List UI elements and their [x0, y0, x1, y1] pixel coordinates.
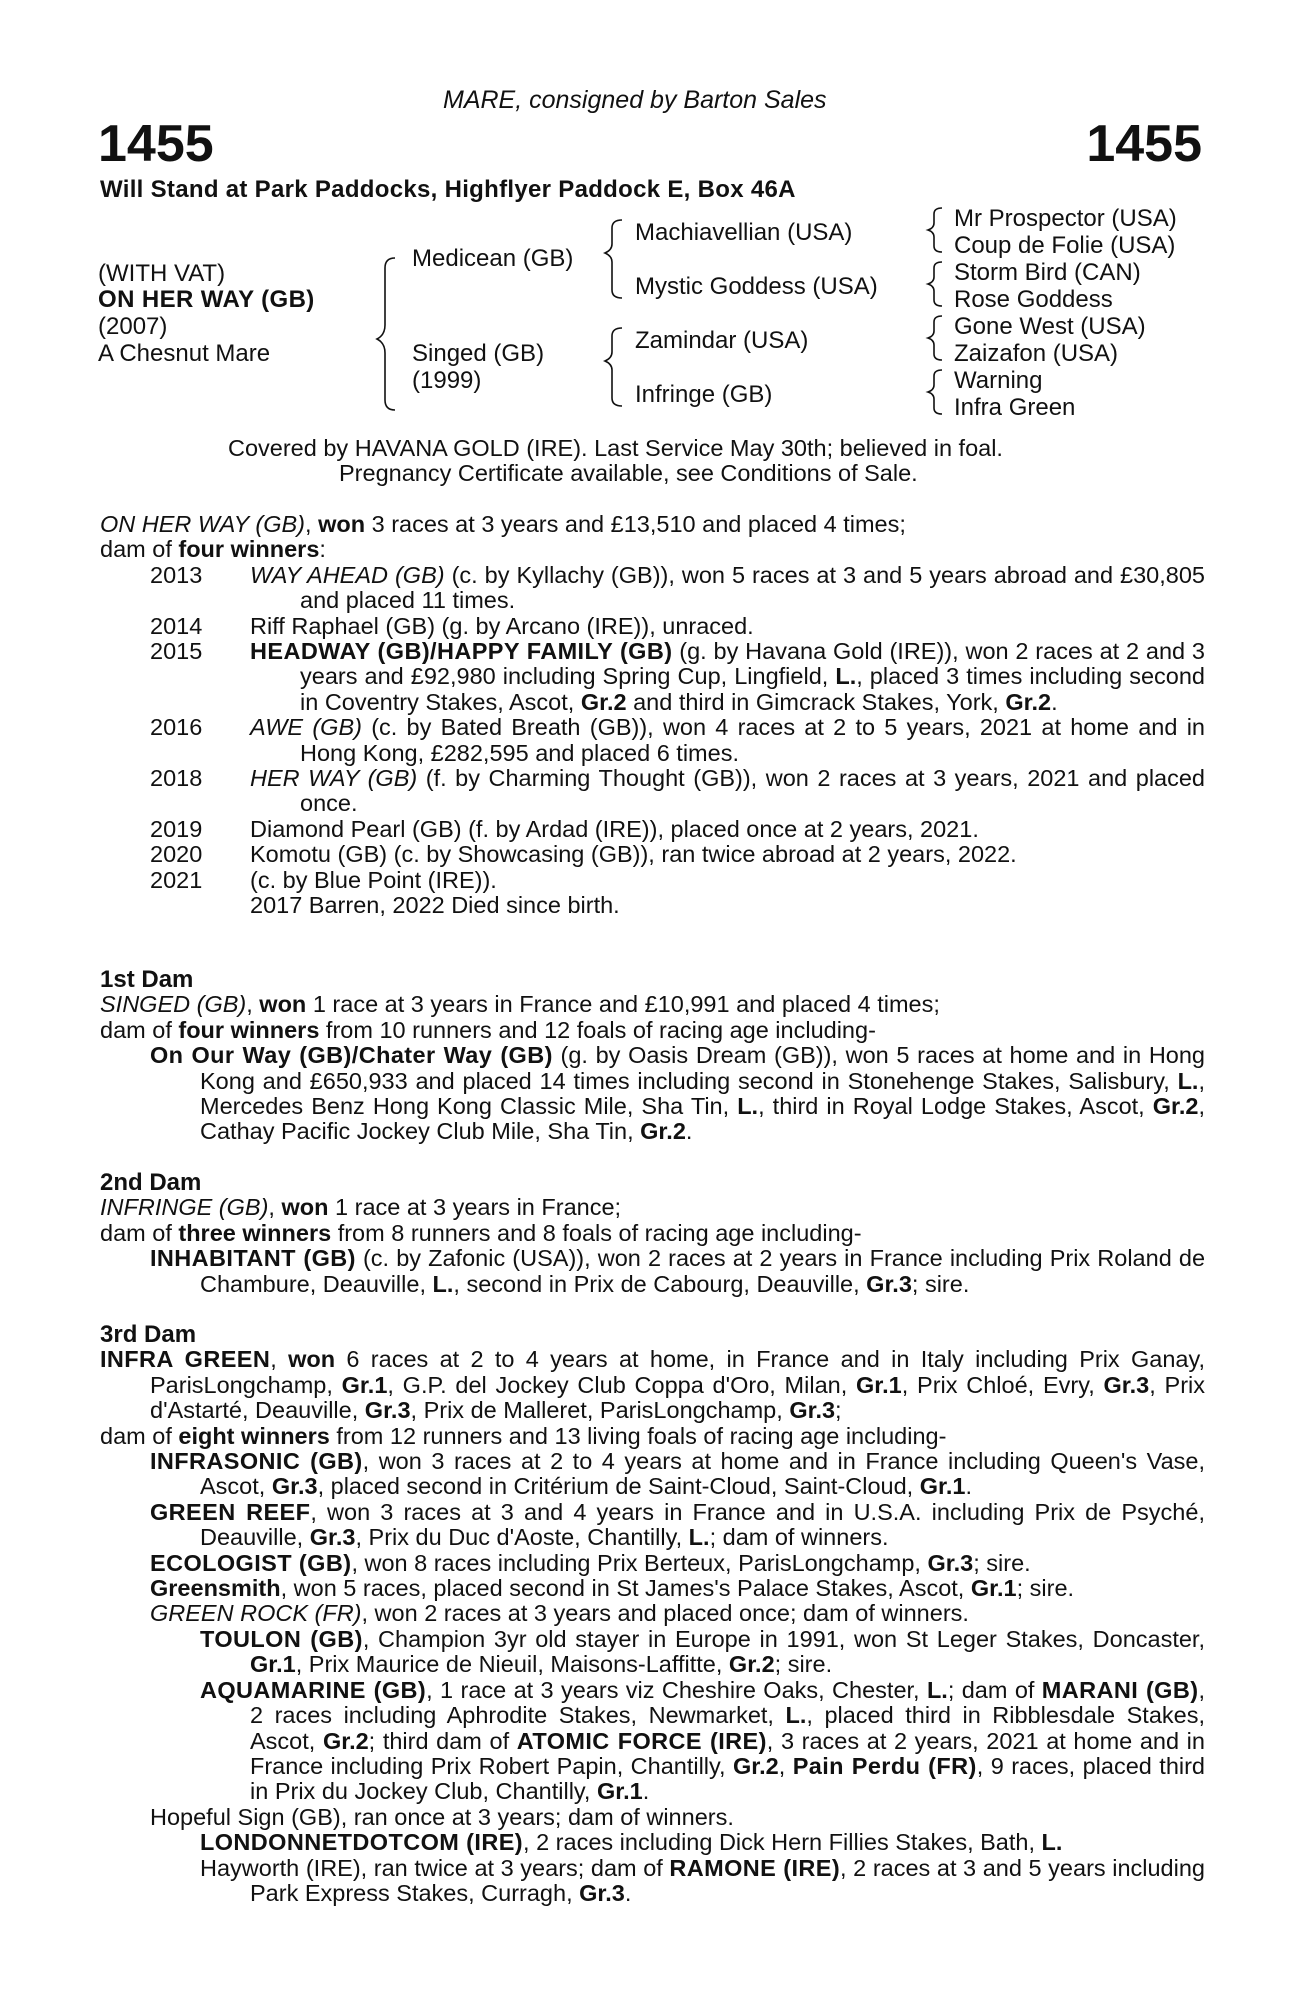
dam-sire: Zamindar (USA): [635, 327, 809, 354]
produce-text: [250, 614, 1205, 639]
produce-detail: (c. by Kyllachy (GB)), won 5 races at 3 and 5 years abroad and £30,805 and placed 11 times.: [300, 561, 1205, 614]
race-grade: Gr.1: [250, 1651, 296, 1678]
third-dam-dam-of: dam of: [100, 1422, 172, 1449]
third-dam-entry-10: [100, 1856, 1205, 1907]
third-dam-entry-9: [100, 1830, 1205, 1855]
entry-8-text: Hopeful Sign (GB), ran once at 3 years; dam of winners.: [150, 1803, 734, 1830]
third-dam-summary: INFRA GREEN, won 6 races at 2 to 4 years at home, in France and in Italy including Prix Ganay, ParisLongchamp, Gr.1, G.P. del Jockey Club Coppa d'Oro, Milan, Gr.1, Prix Chloé, Evry, Gr.3, Prix d'Astarté, Deauville, Gr.3, Prix de Malleret, ParisLongchamp, Gr.3;: [100, 1346, 1206, 1424]
first-dam-tail: from 10 runners and 12 foals of racing age including-: [325, 1016, 876, 1043]
intro-won: won: [318, 511, 366, 537]
produce-row: [100, 842, 1205, 867]
produce-year: 2015: [150, 638, 203, 665]
entry-9-name: LONDONNETDOTCOM (IRE): [200, 1829, 524, 1856]
third-dam-entry-7: [100, 1678, 1205, 1805]
race-grade: Gr.3: [364, 1397, 411, 1424]
produce-row: [100, 817, 1205, 842]
first-dam-entry-name: On Our Way (GB)/Chater Way (GB): [150, 1042, 553, 1069]
race-grade: L.: [1177, 1067, 1199, 1094]
sire-sire: Machiavellian (USA): [635, 219, 853, 246]
produce-row: [100, 614, 1205, 639]
entry-10-text-a: Hayworth (IRE), ran twice at 3 years; dam of: [200, 1854, 670, 1881]
second-dam-entry-name: INHABITANT (GB): [150, 1245, 356, 1272]
second-dam-winners: three winners: [178, 1219, 332, 1246]
produce-text: [250, 893, 1205, 918]
dsd: Zaizafon (USA): [954, 340, 1119, 367]
venue-line: Will Stand at Park Paddocks, Highflyer Paddock E, Box 46A: [100, 176, 796, 203]
ssd: Coup de Folie (USA): [954, 232, 1176, 259]
produce-name: Riff Raphael (GB): [250, 612, 436, 639]
first-dam-name: SINGED (GB): [100, 991, 247, 1018]
produce-row: [100, 563, 1205, 614]
consignor-line: MARE, consigned by Barton Sales: [443, 86, 827, 114]
lot-number-left: 1455: [98, 115, 214, 173]
produce-name: HEADWAY (GB)/HAPPY FAMILY (GB): [250, 638, 673, 665]
produce-detail: (g. by Arcano (IRE)), unraced.: [435, 612, 754, 639]
third-dam-entry-6: [100, 1627, 1205, 1678]
entry-7-name: AQUAMARINE (GB): [200, 1676, 427, 1703]
race-grade: Gr.3: [579, 1879, 625, 1906]
produce-year: 2018: [150, 765, 203, 792]
entry-7-text-b: , 2 races including Aphrodite Stakes, Newmarket, L., placed third in Ribblesdale Stakes, Ascot, Gr.2; third dam of: [250, 1676, 1205, 1754]
race-grade: L.: [926, 1676, 948, 1703]
third-dam-tail: from 12 runners and 13 living foals of racing age including-: [336, 1422, 947, 1449]
entry-5-text: , won 2 races at 3 years and placed once; dam of winners.: [361, 1600, 969, 1627]
second-dam-tail: from 8 runners and 8 foals of racing age including-: [337, 1219, 862, 1246]
produce-list: [100, 563, 1205, 919]
race-grade: L.: [1041, 1829, 1063, 1856]
produce-detail: (f. by Ardad (IRE)), placed once at 2 years, 2021.: [461, 815, 979, 842]
produce-row: [100, 715, 1205, 766]
race-grade: L.: [835, 663, 857, 690]
third-dam-entry-3: [100, 1551, 1205, 1576]
produce-detail: (c. by Blue Point (IRE)).: [250, 866, 497, 893]
entry-7-name-2: MARANI (GB): [1041, 1676, 1199, 1703]
race-grade: Gr.2: [1005, 688, 1052, 715]
produce-section: ON HER WAY (GB), won 3 races at 3 years and £13,510 and placed 4 times; dam of four winners: 2013 WAY AHEAD (GB) (c. by Kyllachy (GB)), won 5 races at 3 and 5 years abroad and £30,805 and placed 11 times. 2014 Riff Raphael (GB) (g. by Arcano (IRE)), unraced. 2015 HEADWAY (GB)/HAPPY FAMILY (GB) (g. by Havana Gold (IRE)), won 2 races at 2 and 3 years and £92,980 including Spring Cup, Lingfield, L., placed 3 times including second in Coventry Stakes, Ascot, Gr.2 and third in Gimcrack Stakes, York, Gr.2. 2016 AWE (GB) (c. by Bated Breath (GB)), won 4 races at 2 to 5 years, 2021 at home and in Hong Kong, £282,595 and placed 6 times. 2018 HER WAY (GB) (f. by Charming Thought (GB)), won 2 races at 3 years, 2021 and placed once. 2019 Diamond Pearl (GB) (f. by Ardad (IRE)), placed once at 2 years, 2021. 2020 Komotu (GB) (c. by Showcasing (GB)), ran twice abroad at 2 years, 2022. 2021 (c. by Blue Point (IRE)). 2017 Barren, 2022 Died since birth.: [100, 511, 1205, 919]
race-grade: Gr.3: [927, 1549, 974, 1576]
entry-6-text: , Champion 3yr old stayer in Europe in 1991, won St Leger Stakes, Doncaster, Gr.1, Prix Maurice de Nieuil, Maisons-Laffitte, Gr.2; sire.: [250, 1625, 1205, 1678]
produce-detail: (g. by Havana Gold (IRE)), won 2 races at 2 and 3 years and £92,980 including Spring Cup, Lingfield, L., placed 3 times including second in Coventry Stakes, Ascot, Gr.2 and third in Gimcrack Stakes, York, Gr.2.: [300, 638, 1205, 715]
intro-colon: :: [319, 536, 326, 563]
entry-7-text-d: , 9 races, placed third in Prix du Jockey Club, Chantilly, Gr.1.: [250, 1752, 1205, 1805]
produce-row: [100, 893, 1205, 918]
horse-description: A Chesnut Mare: [98, 340, 271, 367]
intro-winners: four winners: [178, 536, 320, 563]
race-grade: L.: [737, 1093, 759, 1120]
second-dam-section: 2nd Dam INFRINGE (GB), won 1 race at 3 years in France; dam of three winners from 8 runners and 8 foals of racing age including- INHABITANT (GB) (c. by Zafonic (USA)), won 2 races at 2 years in France including Prix Roland de Chambure, Deauville, L., second in Prix de Cabourg, Deauville, Gr.3; sire.: [100, 1169, 1206, 1297]
race-grade: L.: [785, 1702, 807, 1729]
produce-row: [100, 766, 1205, 817]
second-dam-rest: 1 race at 3 years in France;: [335, 1194, 622, 1221]
produce-text: [250, 715, 1205, 766]
race-grade: L.: [688, 1524, 710, 1551]
produce-year: 2016: [150, 714, 203, 741]
produce-year: 2020: [150, 841, 203, 868]
second-dam-name: INFRINGE (GB): [100, 1194, 269, 1221]
produce-text: [250, 639, 1205, 715]
horse-name: ON HER WAY (GB): [98, 286, 315, 313]
entry-5-name: GREEN ROCK (FR): [150, 1600, 362, 1627]
intro-rest: 3 races at 3 years and £13,510 and placed 4 times;: [371, 511, 906, 537]
produce-name: WAY AHEAD (GB): [250, 561, 445, 588]
sire: Medicean (GB): [412, 245, 574, 272]
produce-text: [250, 842, 1205, 867]
first-dam-entry: [100, 1043, 1205, 1145]
race-grade: Gr.3: [789, 1397, 836, 1424]
second-dam-won: won: [281, 1194, 329, 1221]
dam: Singed (GB): [412, 340, 545, 367]
first-dam-dam-of: dam of: [100, 1016, 172, 1043]
produce-year: 2019: [150, 815, 203, 842]
third-dam-section: [100, 1322, 1205, 1906]
produce-name: HER WAY (GB): [250, 765, 418, 792]
entry-2-text: , won 3 races at 3 and 4 years in France and in U.S.A. including Prix de Psyché, Deauville, Gr.3, Prix du Duc d'Aoste, Chantilly, L.; dam of winners.: [200, 1498, 1205, 1551]
second-dam-dam-of: dam of: [100, 1219, 172, 1246]
third-dam-won: won: [288, 1346, 336, 1373]
entry-9-text: , 2 races including Dick Hern Fillies Stakes, Bath, L.: [523, 1829, 1063, 1856]
entry-2-name: GREEN REEF: [150, 1498, 311, 1525]
third-dam-entry-2: [100, 1500, 1205, 1551]
intro-dam-of: dam of: [100, 536, 172, 563]
produce-text: [250, 766, 1205, 817]
entry-7-text-a: , 1 race at 3 years viz Cheshire Oaks, Chester, L.; dam of: [426, 1676, 1042, 1703]
entry-7-text-c: , 3 races at 2 years, 2021 at home and in France including Prix Robert Papin, Chantilly, Gr.2,: [250, 1727, 1205, 1779]
produce-text: [250, 563, 1205, 614]
third-dam-rest: 6 races at 2 to 4 years at home, in France and in Italy including Prix Ganay, ParisLongchamp, Gr.1, G.P. del Jockey Club Coppa d'Oro, Milan, Gr.1, Prix Chloé, Evry, Gr.3, Prix d'Astarté, Deauville, Gr.3, Prix de Malleret, ParisLongchamp, Gr.3;: [150, 1346, 1206, 1424]
first-dam-entry-text: (g. by Oasis Dream (GB)), won 5 races at home and in Hong Kong and £650,933 and placed 14 times including second in Stonehenge Stakes, Salisbury, L., Mercedes Benz Hong Kong Classic Mile, Sha Tin, L., third in Royal Lodge Stakes, Ascot, Gr.2, Cathay Pacific Jockey Club Mile, Sha Tin, Gr.2.: [200, 1042, 1206, 1145]
race-grade: Gr.2: [728, 1651, 775, 1678]
third-dam-entry-1: [100, 1449, 1205, 1500]
entry-7-name-3: ATOMIC FORCE (IRE): [516, 1727, 767, 1754]
entry-1-text: , won 3 races at 2 to 4 years at home and in France including Queen's Vase, Ascot, Gr.3, placed second in Critérium de Saint-Cloud, Saint-Cloud, Gr.1.: [200, 1448, 1205, 1500]
covered-line-2: Pregnancy Certificate available, see Conditions of Sale.: [339, 460, 918, 486]
produce-year: [100, 893, 250, 918]
first-dam-winners: four winners: [178, 1016, 320, 1043]
produce-text: [250, 868, 1205, 893]
first-dam-heading: 1st Dam: [100, 966, 194, 993]
vat-label: (WITH VAT): [98, 260, 226, 287]
produce-text: [250, 817, 1205, 842]
race-grade: Gr.1: [341, 1371, 388, 1398]
produce-year: 2013: [150, 561, 203, 588]
entry-10-text-b: , 2 races at 3 and 5 years including Park Express Stakes, Curragh, Gr.3.: [250, 1854, 1205, 1906]
race-grade: Gr.2: [580, 688, 627, 715]
dam-year: (1999): [412, 367, 482, 394]
entry-10-name: RAMONE (IRE): [669, 1854, 841, 1881]
race-grade: Gr.1: [856, 1371, 902, 1398]
sire-dam: Mystic Goddess (USA): [635, 273, 878, 300]
race-grade: Gr.2: [1152, 1093, 1199, 1120]
entry-3-text: , won 8 races including Prix Berteux, ParisLongchamp, Gr.3; sire.: [351, 1549, 1031, 1576]
produce-detail: 2017 Barren, 2022 Died since birth.: [250, 892, 620, 919]
race-grade: Gr.2: [322, 1727, 369, 1754]
sds: Storm Bird (CAN): [954, 259, 1141, 286]
pedigree-braces: [0, 0, 1314, 440]
entry-3-name: ECOLOGIST (GB): [150, 1549, 352, 1576]
race-grade: Gr.3: [866, 1270, 912, 1297]
third-dam-entry-8: [100, 1805, 1205, 1830]
produce-detail: (c. by Bated Breath (GB)), won 4 races at 2 to 5 years, 2021 at home and in Hong Kong, £282,595 and placed 6 times.: [300, 714, 1205, 766]
third-dam-winners: eight winners: [178, 1422, 330, 1449]
produce-name: Komotu (GB): [250, 841, 388, 868]
produce-year: 2021: [150, 866, 203, 893]
race-grade: Gr.1: [919, 1473, 966, 1500]
third-dam-heading: 3rd Dam: [100, 1321, 197, 1348]
second-dam-entry-text: (c. by Zafonic (USA)), won 2 races at 2 years in France including Prix Roland de Chambure, Deauville, L., second in Prix de Cabourg, Deauville, Gr.3; sire.: [200, 1245, 1206, 1297]
third-dam-entry-4: [100, 1576, 1205, 1601]
lot-number-right: 1455: [1086, 115, 1202, 173]
sdd: Rose Goddess: [954, 286, 1113, 313]
race-grade: Gr.2: [640, 1118, 686, 1145]
first-dam-rest: 1 race at 3 years in France and £10,991 and placed 4 times;: [312, 991, 940, 1018]
entry-4-text: , won 5 races, placed second in St James's Palace Stakes, Ascot, Gr.1; sire.: [280, 1575, 1075, 1602]
entry-1-name: INFRASONIC (GB): [150, 1448, 363, 1475]
race-grade: Gr.3: [309, 1524, 356, 1551]
horse-year: (2007): [98, 313, 168, 340]
race-grade: L.: [432, 1270, 454, 1297]
third-dam-name: INFRA GREEN: [100, 1346, 271, 1373]
entry-6-name: TOULON (GB): [200, 1625, 363, 1652]
dam-dam: Infringe (GB): [635, 381, 773, 408]
dss: Gone West (USA): [954, 313, 1146, 340]
produce-detail: (c. by Showcasing (GB)), ran twice abroad at 2 years, 2022.: [387, 841, 1017, 868]
second-dam-heading: 2nd Dam: [100, 1169, 202, 1196]
third-dam-entry-5: [100, 1601, 1205, 1626]
second-dam-entry: [100, 1246, 1205, 1297]
sss: Mr Prospector (USA): [954, 205, 1177, 232]
produce-name: AWE (GB): [250, 714, 362, 741]
produce-year: 2014: [150, 612, 203, 639]
produce-row: [100, 868, 1205, 893]
covered-line-1: Covered by HAVANA GOLD (IRE). Last Service May 30th; believed in foal.: [228, 435, 1003, 461]
intro-name: ON HER WAY (GB): [100, 511, 305, 537]
race-grade: Gr.3: [1103, 1371, 1150, 1398]
produce-row: [100, 639, 1205, 715]
ddd: Infra Green: [954, 394, 1076, 421]
race-grade: Gr.1: [970, 1575, 1017, 1602]
race-grade: Gr.1: [596, 1778, 643, 1805]
produce-detail: (f. by Charming Thought (GB)), won 2 races at 3 years, 2021 and placed once.: [300, 765, 1205, 817]
dds: Warning: [954, 367, 1043, 394]
first-dam-section: 1st Dam SINGED (GB), won 1 race at 3 years in France and £10,991 and placed 4 times; dam of four winners from 10 runners and 12 foals of racing age including- On Our Way (GB)/Chater Way (GB) (g. by Oasis Dream (GB)), won 5 races at home and in Hong Kong and £650,933 and placed 14 times including second in Stonehenge Stakes, Salisbury, L., Mercedes Benz Hong Kong Classic Mile, Sha Tin, L., third in Royal Lodge Stakes, Ascot, Gr.2, Cathay Pacific Jockey Club Mile, Sha Tin, Gr.2.: [100, 966, 1206, 1145]
first-dam-won: won: [259, 991, 307, 1018]
race-grade: Gr.3: [271, 1473, 318, 1500]
produce-name: Diamond Pearl (GB): [250, 815, 462, 842]
race-grade: Gr.2: [733, 1752, 779, 1779]
entry-7-name-4: Pain Perdu (FR): [792, 1752, 977, 1779]
entry-4-name: Greensmith: [150, 1575, 281, 1602]
